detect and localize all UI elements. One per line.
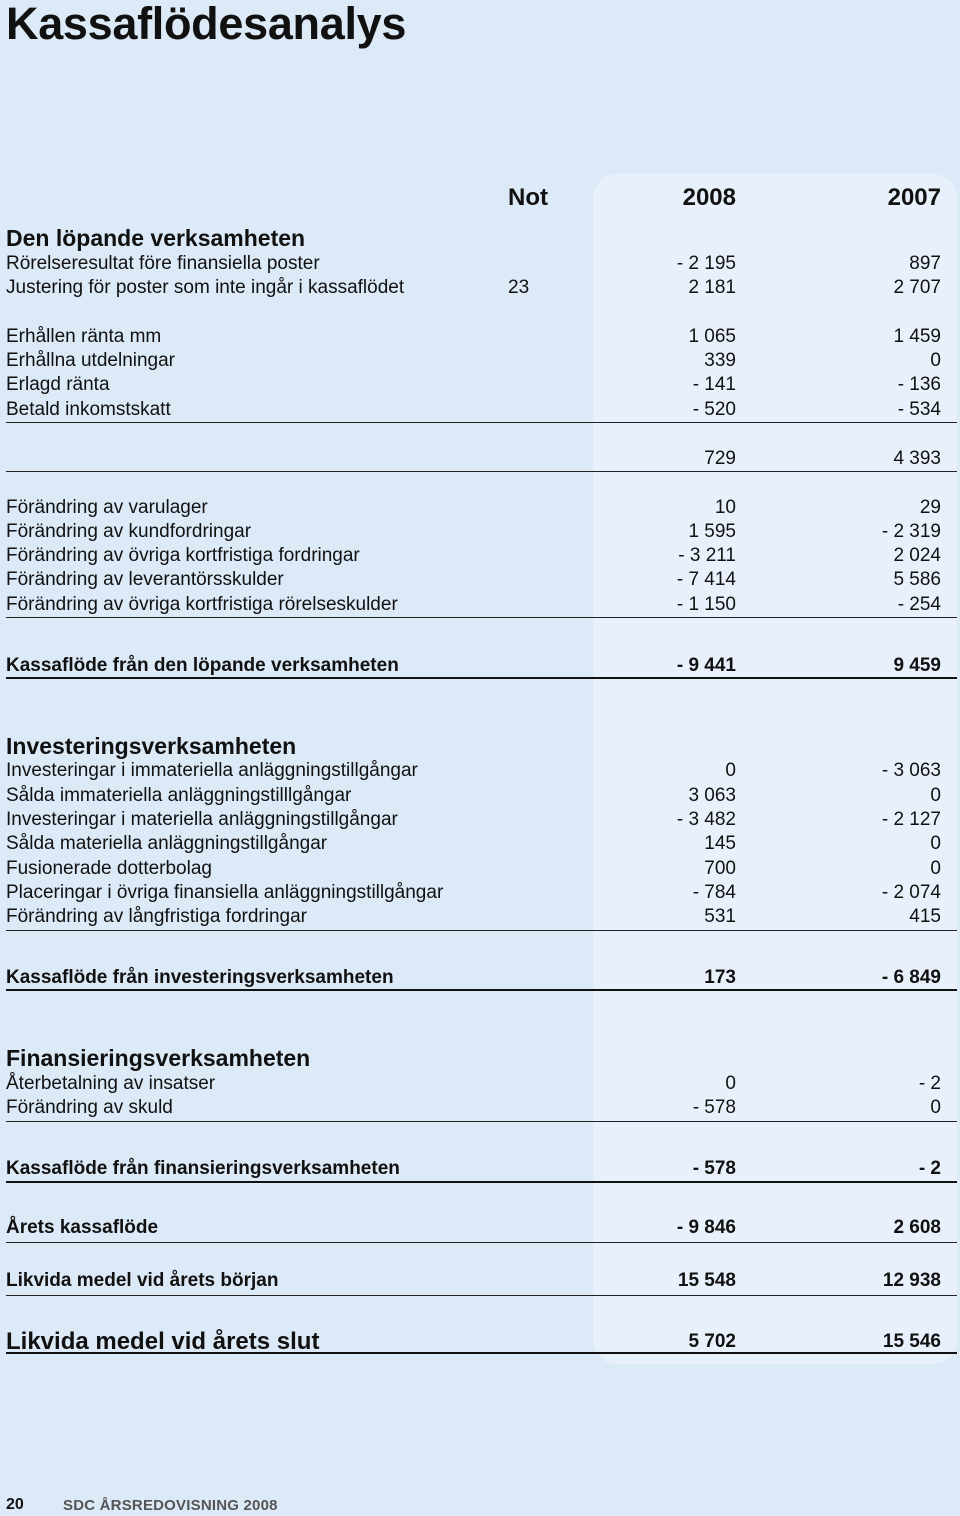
table-row xyxy=(6,857,957,881)
row-value-2008: 0 xyxy=(725,1073,736,1094)
row-label: Kassaflöde från investeringsverksamheten xyxy=(6,967,394,988)
row-value-2007: 0 xyxy=(930,350,941,371)
total-row xyxy=(6,966,957,990)
row-label: Investeringar i materiella anläggningstillgångar xyxy=(6,809,398,830)
row-value-2007: - 2 127 xyxy=(881,809,941,830)
row-value-2008: 145 xyxy=(704,833,736,854)
divider xyxy=(6,930,957,931)
table-row xyxy=(6,520,957,544)
table-row xyxy=(6,496,957,520)
table-row xyxy=(6,759,957,783)
section-heading-investering: Investeringsverksamheten xyxy=(6,733,297,759)
row-value-2007: 29 xyxy=(919,497,941,518)
row-label: Kassaflöde från finansieringsverksamheten xyxy=(6,1158,400,1179)
row-value-2007: 415 xyxy=(909,906,941,927)
table-row xyxy=(6,276,957,300)
row-label: Förändring av varulager xyxy=(6,497,208,518)
row-label: Rörelseresultat före finansiella poster xyxy=(6,253,320,274)
row-value-2008: - 9 846 xyxy=(676,1217,736,1238)
row-label: Sålda materiella anläggningstillgångar xyxy=(6,833,328,854)
divider xyxy=(6,1352,957,1354)
divider xyxy=(6,989,957,991)
row-value-2008: - 784 xyxy=(692,882,736,903)
row-label: Erlagd ränta xyxy=(6,374,110,395)
row-value-2008: - 3 482 xyxy=(676,809,736,830)
row-value-2007: 897 xyxy=(909,253,941,274)
row-value-2007: - 534 xyxy=(897,399,941,420)
divider xyxy=(6,1181,957,1183)
row-value-2008: 3 063 xyxy=(688,785,736,806)
table-row xyxy=(6,808,957,832)
row-value-2007: - 6 849 xyxy=(881,967,941,988)
total-row xyxy=(6,1157,957,1181)
divider xyxy=(6,617,957,618)
row-value-2008: - 7 414 xyxy=(676,569,736,590)
row-label: Erhållen ränta mm xyxy=(6,326,162,347)
row-value-2008: - 1 150 xyxy=(676,594,736,615)
section-heading-lopande: Den löpande verksamheten xyxy=(6,225,306,251)
row-value-2008: - 578 xyxy=(692,1097,736,1118)
table-row xyxy=(6,832,957,856)
table-row xyxy=(6,325,957,349)
row-value-2008: 5 702 xyxy=(688,1331,736,1352)
row-value-2008: - 9 441 xyxy=(676,655,736,676)
row-value-2008: - 3 211 xyxy=(678,545,736,566)
row-value-2007: - 254 xyxy=(897,594,941,615)
row-value-2008: 1 065 xyxy=(688,326,736,347)
row-label: Förändring av övriga kortfristiga rörelseskulder xyxy=(6,594,398,615)
divider xyxy=(6,1295,957,1296)
row-value-2007: 12 938 xyxy=(882,1270,941,1291)
table-row xyxy=(6,398,957,422)
total-row xyxy=(6,1216,957,1240)
row-label: Likvida medel vid årets slut xyxy=(6,1328,320,1355)
column-header-not: Not xyxy=(508,184,548,211)
row-value-2007: - 3 063 xyxy=(881,760,941,781)
row-value-2007: 4 393 xyxy=(893,448,941,469)
row-value-2007: 0 xyxy=(930,1097,941,1118)
row-label: Förändring av kundfordringar xyxy=(6,521,252,542)
divider xyxy=(6,1121,957,1122)
row-value-2007: 2 608 xyxy=(893,1217,941,1238)
row-note: 23 xyxy=(508,277,530,298)
table-row xyxy=(6,349,957,373)
row-value-2007: - 2 xyxy=(918,1158,941,1179)
table-row xyxy=(6,593,957,617)
row-label: Återbetalning av insatser xyxy=(6,1073,216,1094)
row-value-2007: 2 707 xyxy=(893,277,941,298)
row-value-2007: - 136 xyxy=(897,374,941,395)
row-value-2008: 700 xyxy=(704,858,736,879)
row-label: Investeringar i immateriella anläggningstillgångar xyxy=(6,760,418,781)
row-value-2007: 0 xyxy=(930,833,941,854)
row-label: Förändring av leverantörsskulder xyxy=(6,569,284,590)
row-value-2007: 5 586 xyxy=(893,569,941,590)
row-value-2008: 10 xyxy=(714,497,736,518)
row-label: Förändring av långfristiga fordringar xyxy=(6,906,307,927)
row-value-2007: - 2 074 xyxy=(881,882,941,903)
divider xyxy=(6,1242,957,1243)
row-value-2007: 15 546 xyxy=(882,1331,941,1352)
row-value-2008: 339 xyxy=(704,350,736,371)
row-value-2008: 0 xyxy=(725,760,736,781)
row-value-2008: 173 xyxy=(704,967,736,988)
row-label: Kassaflöde från den löpande verksamheten xyxy=(6,655,399,676)
divider xyxy=(6,677,957,679)
row-label: Likvida medel vid årets början xyxy=(6,1270,279,1291)
row-label: Betald inkomstskatt xyxy=(6,399,171,420)
table-row xyxy=(6,373,957,397)
table-row xyxy=(6,568,957,592)
row-label: Placeringar i övriga finansiella anläggningstillgångar xyxy=(6,882,444,903)
row-value-2008: - 2 195 xyxy=(676,253,736,274)
row-value-2008: - 578 xyxy=(692,1158,736,1179)
publication-name: SDC ÅRSREDOVISNING 2008 xyxy=(63,1497,278,1514)
total-row xyxy=(6,654,957,678)
row-value-2008: 729 xyxy=(704,448,736,469)
column-header-2008: 2008 xyxy=(682,184,736,211)
row-value-2007: - 2 319 xyxy=(881,521,941,542)
table-row xyxy=(6,905,957,929)
column-header-2007: 2007 xyxy=(887,184,941,211)
row-value-2007: 9 459 xyxy=(893,655,941,676)
row-value-2008: - 141 xyxy=(692,374,736,395)
section-heading-finansiering: Finansieringsverksamheten xyxy=(6,1045,311,1071)
row-value-2007: 0 xyxy=(930,785,941,806)
row-label: Fusionerade dotterbolag xyxy=(6,858,212,879)
table-row xyxy=(6,252,957,276)
row-value-2007: 0 xyxy=(930,858,941,879)
table-row xyxy=(6,544,957,568)
row-value-2008: 531 xyxy=(704,906,736,927)
row-label: Erhållna utdelningar xyxy=(6,350,176,371)
divider xyxy=(6,422,957,423)
page-number: 20 xyxy=(6,1496,24,1513)
divider xyxy=(6,471,957,472)
table-row xyxy=(6,784,957,808)
subtotal-row xyxy=(6,447,957,471)
row-value-2008: 1 595 xyxy=(688,521,736,542)
table-row xyxy=(6,1096,957,1120)
row-label: Justering för poster som inte ingår i kassaflödet xyxy=(6,277,405,298)
row-value-2007: 1 459 xyxy=(893,326,941,347)
row-value-2008: - 520 xyxy=(692,399,736,420)
page-title: Kassaflödesanalys xyxy=(6,0,407,49)
row-label: Förändring av skuld xyxy=(6,1097,173,1118)
table-row xyxy=(6,881,957,905)
row-value-2007: - 2 xyxy=(918,1073,941,1094)
row-value-2008: 15 548 xyxy=(677,1270,736,1291)
total-row xyxy=(6,1269,957,1293)
row-label: Sålda immateriella anläggningstilllgångar xyxy=(6,785,352,806)
row-value-2008: 2 181 xyxy=(688,277,736,298)
table-row xyxy=(6,1072,957,1096)
row-label: Förändring av övriga kortfristiga fordringar xyxy=(6,545,360,566)
row-value-2007: 2 024 xyxy=(893,545,941,566)
row-label: Årets kassaflöde xyxy=(6,1217,159,1238)
